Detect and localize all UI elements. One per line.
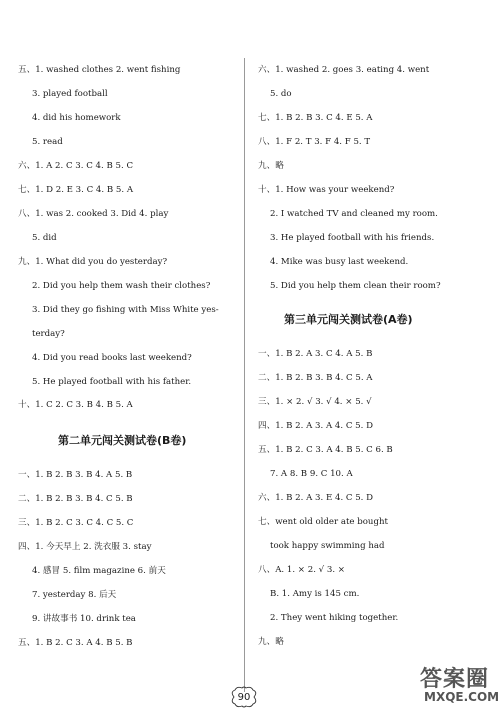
answer-line: 六、1. A 2. C 3. C 4. B 5. C	[18, 161, 134, 171]
answer-line: 7. A 8. B 9. C 10. A	[270, 469, 353, 479]
answer-line: 2. They went hiking together.	[270, 613, 399, 623]
answer-line: 一、1. B 2. A 3. C 4. A 5. B	[258, 349, 373, 359]
answer-line: 7. yesterday 8. 后天	[32, 590, 117, 600]
answer-line: 五、1. washed clothes 2. went fishing	[18, 65, 181, 75]
answer-line: B. 1. Amy is 145 cm.	[270, 589, 360, 599]
answer-line: 5. read	[32, 137, 63, 147]
answer-line: 5. Did you help them clean their room?	[270, 281, 441, 291]
watermark-title: 答案圈	[420, 667, 490, 692]
answer-line: 十、1. C 2. C 3. B 4. B 5. A	[18, 400, 133, 410]
answer-line: 十、1. How was your weekend?	[258, 185, 395, 195]
section-heading: 第三单元闯关测试卷(A卷)	[284, 313, 413, 326]
answer-line: 九、略	[258, 637, 284, 647]
section-heading: 第二单元闯关测试卷(B卷)	[58, 434, 187, 447]
answer-line: 5. did	[32, 233, 57, 243]
answer-line: 八、A. 1. × 2. √ 3. ×	[258, 565, 345, 575]
answer-line: 4. Mike was busy last weekend.	[270, 257, 409, 267]
answer-line: 2. Did you help them wash their clothes?	[32, 281, 211, 291]
answer-line: 九、略	[258, 161, 284, 171]
answer-line: 5. do	[270, 89, 292, 99]
page-number-badge	[228, 686, 260, 708]
answer-line: 七、went old older ate bought	[258, 517, 388, 527]
answer-line: 四、1. 今天早上 2. 洗衣服 3. stay	[18, 542, 152, 552]
answer-line: 七、1. D 2. E 3. C 4. B 5. A	[18, 185, 134, 195]
answer-line: 4. did his homework	[32, 113, 121, 123]
answer-line: 三、1. × 2. √ 3. √ 4. × 5. √	[258, 397, 372, 407]
answer-line: 二、1. B 2. B 3. B 4. C 5. B	[18, 494, 133, 504]
watermark-url: MXQE.COM	[424, 690, 500, 704]
answer-line: 四、1. B 2. A 3. A 4. C 5. D	[258, 421, 373, 431]
answer-line: 六、1. B 2. A 3. E 4. C 5. D	[258, 493, 374, 503]
answer-line: took happy swimming had	[270, 541, 385, 551]
column-divider	[244, 58, 245, 692]
answer-line: 七、1. B 2. B 3. C 4. E 5. A	[258, 113, 373, 123]
answer-line: 五、1. B 2. C 3. A 4. B 5. B	[18, 638, 133, 648]
answer-line: 八、1. F 2. T 3. F 4. F 5. T	[258, 137, 371, 147]
page-number: 90	[237, 691, 251, 703]
answer-line: 三、1. B 2. C 3. C 4. C 5. C	[18, 518, 134, 528]
answer-line: 9. 讲故事书 10. drink tea	[32, 614, 136, 624]
answer-line: 5. He played football with his father.	[32, 377, 192, 387]
answer-line: 一、1. B 2. B 3. B 4. A 5. B	[18, 470, 133, 480]
answer-line: 4. Did you read books last weekend?	[32, 353, 192, 363]
answer-line: terday?	[32, 329, 65, 339]
answer-line: 2. I watched TV and cleaned my room.	[270, 209, 438, 219]
answer-line: 五、1. B 2. C 3. A 4. B 5. C 6. B	[258, 445, 393, 455]
answer-line: 九、1. What did you do yesterday?	[18, 257, 168, 267]
answer-line: 二、1. B 2. B 3. B 4. C 5. A	[258, 373, 373, 383]
answer-line: 3. He played football with his friends.	[270, 233, 435, 243]
answer-line: 六、1. washed 2. goes 3. eating 4. went	[258, 65, 430, 75]
answer-line: 3. Did they go fishing with Miss White yes-	[32, 305, 219, 315]
answer-line: 3. played football	[32, 89, 108, 99]
answer-line: 八、1. was 2. cooked 3. Did 4. play	[18, 209, 169, 219]
answer-line: 4. 感冒 5. film magazine 6. 前天	[32, 566, 166, 576]
watermark-logo	[418, 662, 498, 708]
